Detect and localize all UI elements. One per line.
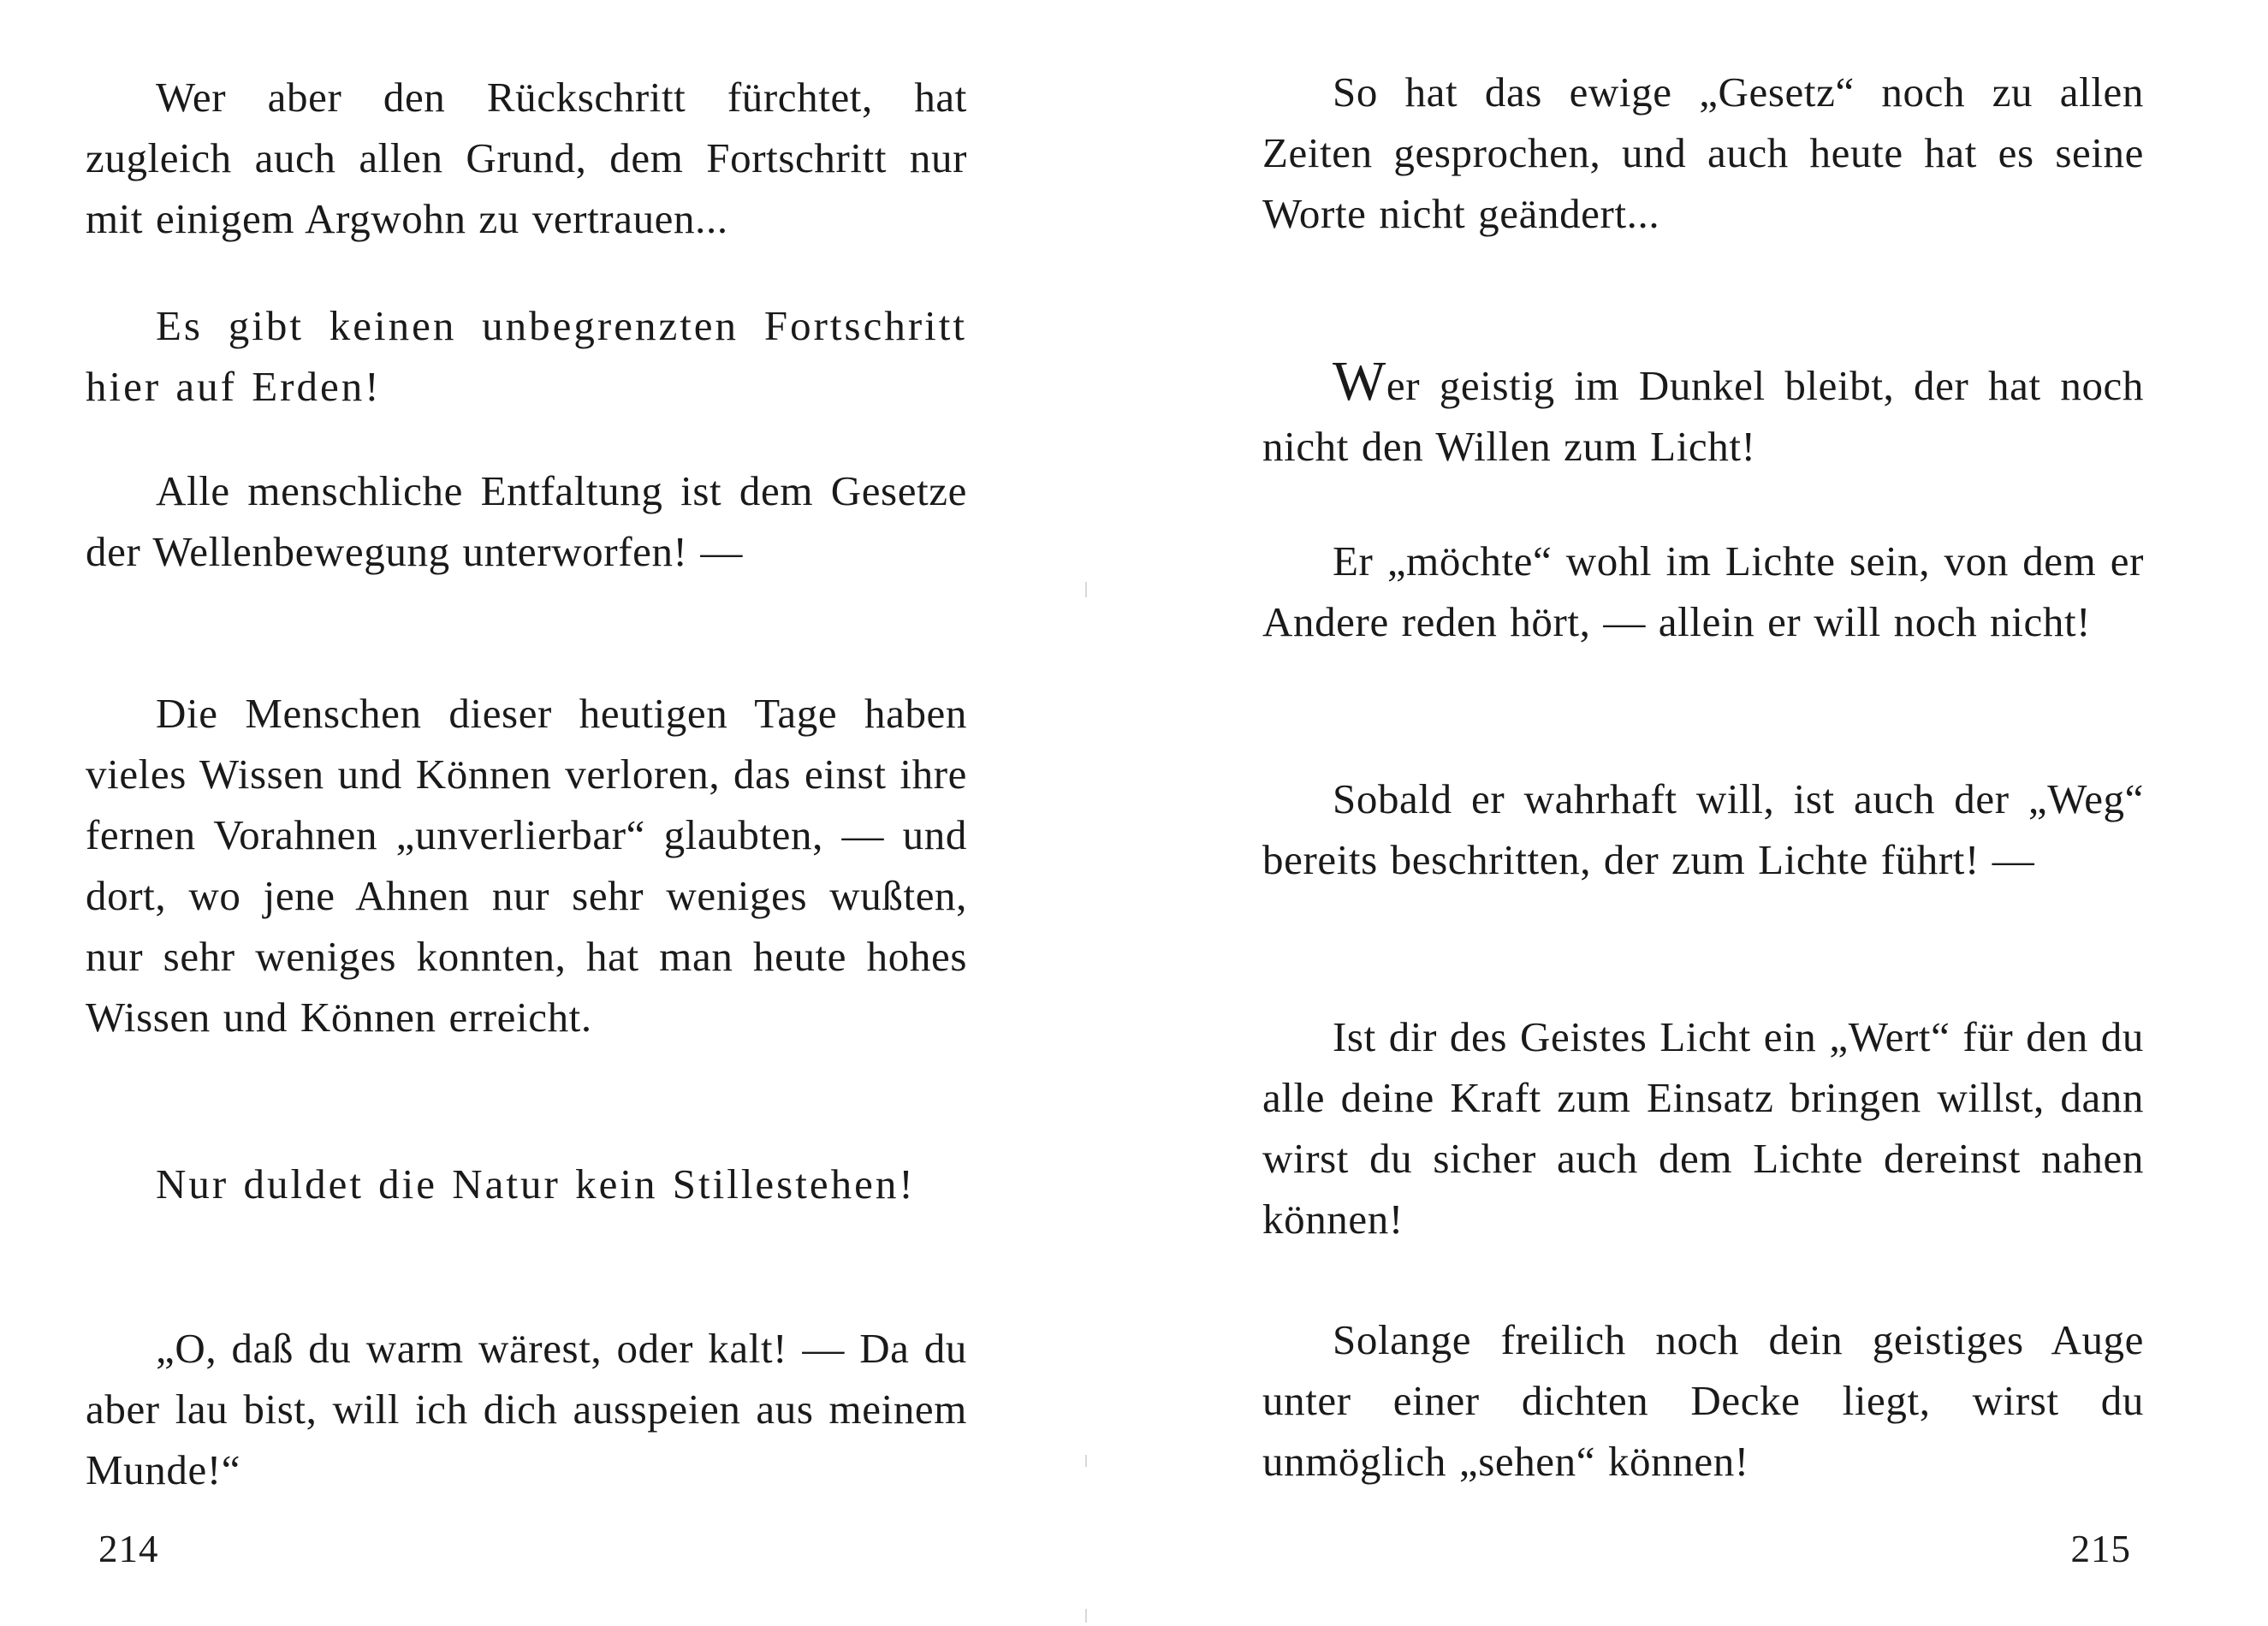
right-paragraph-5: Ist dir des Geistes Licht ein „Wert“ für den du alle deine Kraft zum Einsatz bringen willst, dann wirst du sicher auch dem Lichte dereinst nahen können! xyxy=(1262,1013,2144,1243)
page-number-left: 214 xyxy=(98,1528,159,1570)
left-page xyxy=(86,0,967,1626)
gutter-speck xyxy=(1085,582,1087,597)
right-page xyxy=(1262,0,2144,1626)
left-paragraph-4: Die Menschen dieser heutigen Tage haben vieles Wissen und Können verloren, das einst ihre fernen Vorahnen „unverlierbar“ glaubten, — und dort, wo jene Ahnen nur sehr weniges wußten, nur sehr weniges konnten, hat man heute hohes Wissen und Können erreicht. xyxy=(86,690,967,1041)
left-paragraph-1: Wer aber den Rückschritt fürchtet, hat zugleich auch allen Grund, dem Fortschritt nur mit einigem Argwohn zu vertrauen... xyxy=(86,74,967,242)
right-paragraph-4: Sobald er wahrhaft will, ist auch der „Weg“ bereits beschritten, der zum Lichte führt! — xyxy=(1262,775,2144,883)
gutter-speck xyxy=(1085,1455,1087,1467)
gutter-speck xyxy=(1085,1609,1087,1623)
left-paragraph-3: Alle menschliche Entfaltung ist dem Gesetze der Wellenbewegung unterworfen! — xyxy=(86,467,967,575)
right-paragraph-6: Solange freilich noch dein geistiges Auge unter einer dichten Decke liegt, wirst du unmöglich „sehen“ können! xyxy=(1262,1316,2144,1485)
page-number-right: 215 xyxy=(2070,1528,2131,1570)
right-paragraph-3: Er „möchte“ wohl im Lichte sein, von dem er Andere reden hört, — allein er will noch nicht! xyxy=(1262,537,2144,645)
drop-initial: W xyxy=(1333,350,1386,412)
right-paragraph-1: So hat das ewige „Gesetz“ noch zu allen Zeiten gesprochen, und auch heute hat es seine Worte nicht geändert... xyxy=(1262,68,2144,237)
left-paragraph-5: Nur duldet die Natur kein Stillestehen! xyxy=(156,1160,916,1208)
left-paragraph-2: Es gibt keinen unbegrenzten Fortschritt hier auf Erden! xyxy=(86,302,967,410)
left-paragraph-6: „O, daß du warm wärest, oder kalt! — Da du aber lau bist, will ich dich ausspeien aus meinem Munde!“ xyxy=(86,1325,967,1493)
right-paragraph-2-text: er geistig im Dunkel bleibt, der hat noch nicht den Willen zum Licht! xyxy=(1262,362,2144,470)
right-paragraph-2 xyxy=(1262,350,2144,477)
